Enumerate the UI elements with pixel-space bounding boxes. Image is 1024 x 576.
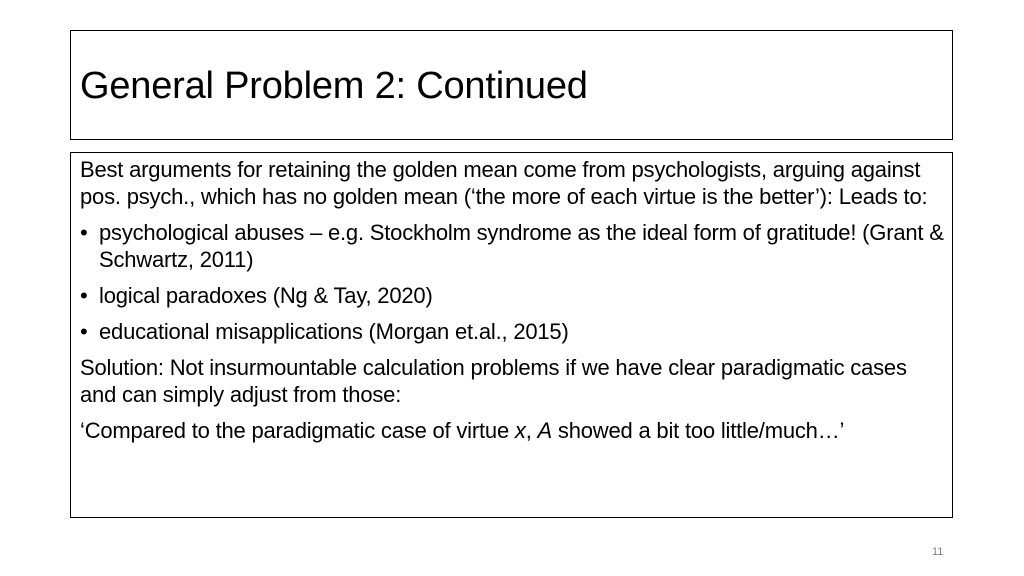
bullet-dot-icon: • xyxy=(80,283,88,308)
bullet-item xyxy=(80,318,944,345)
intro-paragraph: Best arguments for retaining the golden mean come from psychologists, arguing against pos. psych., which has no golden mean (‘the more of each virtue is the better’): Leads to: xyxy=(80,157,928,209)
quote-text-start: ‘Compared to the paradigmatic case of virtue xyxy=(80,418,515,443)
title-placeholder xyxy=(70,30,953,140)
solution-paragraph: Solution: Not insurmountable calculation problems if we have clear paradigmatic cases and can simply adjust from those: xyxy=(80,355,907,407)
bullet-dot-icon: • xyxy=(80,319,88,344)
quote-text-end: showed a bit too little/much…’ xyxy=(552,418,845,443)
slide-title: General Problem 2: Continued xyxy=(80,65,588,107)
bullet-item xyxy=(80,219,944,273)
bullet-text: psychological abuses – e.g. Stockholm syndrome as the ideal form of gratitude! (Grant & Schwartz, 2011) xyxy=(99,220,944,272)
content-placeholder xyxy=(70,152,953,518)
bullet-item xyxy=(80,282,944,309)
bullet-dot-icon: • xyxy=(80,220,88,245)
bullet-text: educational misapplications (Morgan et.al., 2015) xyxy=(99,319,569,344)
quote-italic-x: x xyxy=(514,418,526,443)
quote-italic-a: A xyxy=(537,418,553,443)
bullet-text: logical paradoxes (Ng & Tay, 2020) xyxy=(99,283,433,308)
quote-paragraph xyxy=(80,417,944,444)
slide-number: 11 xyxy=(932,546,944,558)
quote-text-comma: , xyxy=(525,418,538,443)
